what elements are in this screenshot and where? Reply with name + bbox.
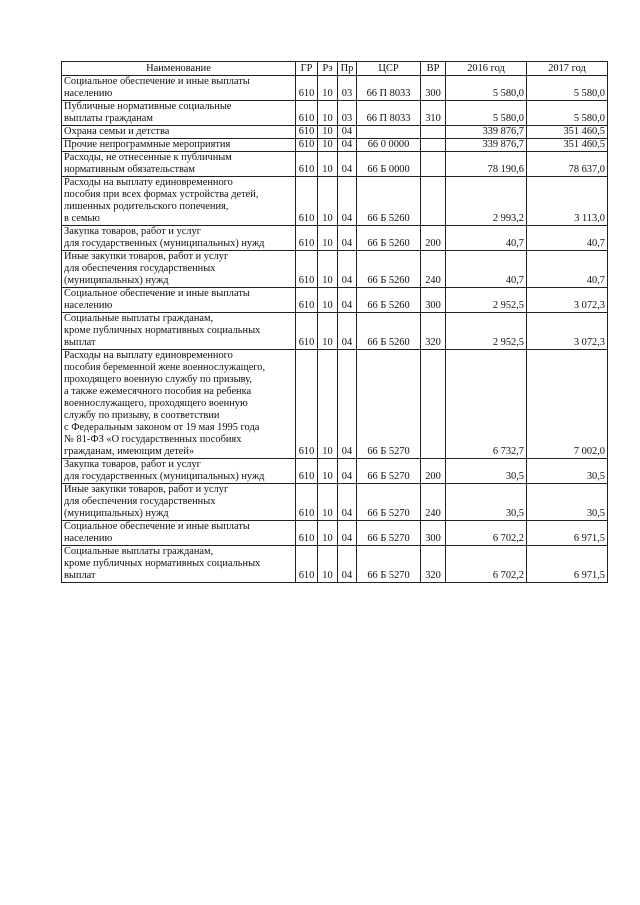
row-csr-cell: 66 Б 5260 [357,251,421,288]
row-name-cell: Прочие непрограммные мероприятия [62,139,296,152]
row-vr-cell: 240 [421,251,446,288]
table-row [62,101,608,126]
row-2017-cell: 3 113,0 [527,177,608,226]
row-vr-cell: 300 [421,76,446,101]
row-2016-cell: 6 732,7 [446,350,527,459]
row-vr-cell: 300 [421,521,446,546]
row-2017-cell: 3 072,3 [527,313,608,350]
row-2016-cell: 2 993,2 [446,177,527,226]
row-csr-cell: 66 П 8033 [357,76,421,101]
row-pr-cell: 04 [338,313,357,350]
row-2017-cell: 5 580,0 [527,101,608,126]
row-2016-cell: 2 952,5 [446,288,527,313]
row-vr-cell: 200 [421,226,446,251]
row-rz-cell: 10 [318,546,338,583]
row-csr-cell: 66 Б 5270 [357,350,421,459]
row-name-cell: Расходы на выплату единовременного пособия при всех формах устройства детей, лишенных родительского попечения, в семью [62,177,296,226]
row-name-cell: Социальные выплаты гражданам, кроме публичных нормативных социальных выплат [62,546,296,583]
row-rz-cell: 10 [318,459,338,484]
table-row [62,177,608,226]
table-body [62,76,608,583]
header-csr: ЦСР [357,62,421,76]
row-name-cell: Закупка товаров, работ и услуг для государственных (муниципальных) нужд [62,226,296,251]
row-2017-cell: 40,7 [527,251,608,288]
row-name-cell: Охрана семьи и детства [62,126,296,139]
row-2016-cell: 30,5 [446,459,527,484]
row-rz-cell: 10 [318,126,338,139]
row-name-cell: Социальное обеспечение и иные выплаты населению [62,521,296,546]
row-csr-cell: 66 Б 5270 [357,546,421,583]
row-rz-cell: 10 [318,288,338,313]
table-row [62,76,608,101]
row-vr-cell: 300 [421,288,446,313]
row-name-cell: Публичные нормативные социальные выплаты гражданам [62,101,296,126]
row-gr-cell: 610 [296,484,318,521]
row-gr-cell: 610 [296,288,318,313]
row-pr-cell: 04 [338,288,357,313]
header-2016: 2016 год [446,62,527,76]
row-csr-cell: 66 Б 5260 [357,177,421,226]
row-gr-cell: 610 [296,251,318,288]
row-pr-cell: 04 [338,459,357,484]
row-csr-cell: 66 Б 5260 [357,288,421,313]
row-csr-cell: 66 Б 5270 [357,521,421,546]
table-row [62,484,608,521]
row-2016-cell: 40,7 [446,251,527,288]
table-row [62,521,608,546]
row-gr-cell: 610 [296,152,318,177]
row-gr-cell: 610 [296,521,318,546]
row-gr-cell: 610 [296,226,318,251]
row-csr-cell: 66 П 8033 [357,101,421,126]
row-rz-cell: 10 [318,251,338,288]
row-gr-cell: 610 [296,101,318,126]
table-row [62,288,608,313]
header-rz: Рз [318,62,338,76]
row-pr-cell: 04 [338,139,357,152]
row-vr-cell: 200 [421,459,446,484]
header-pr: Пр [338,62,357,76]
row-2017-cell: 78 637,0 [527,152,608,177]
row-2016-cell: 339 876,7 [446,139,527,152]
table-row [62,126,608,139]
row-pr-cell: 04 [338,546,357,583]
row-name-cell: Иные закупки товаров, работ и услуг для обеспечения государственных (муниципальных) нужд [62,251,296,288]
row-pr-cell: 03 [338,76,357,101]
row-pr-cell: 04 [338,226,357,251]
row-pr-cell: 04 [338,521,357,546]
row-2017-cell: 351 460,5 [527,139,608,152]
row-vr-cell: 320 [421,313,446,350]
row-pr-cell: 04 [338,350,357,459]
row-gr-cell: 610 [296,126,318,139]
row-2016-cell: 339 876,7 [446,126,527,139]
row-vr-cell: 310 [421,101,446,126]
table-row [62,313,608,350]
row-name-cell: Социальное обеспечение и иные выплаты населению [62,76,296,101]
row-rz-cell: 10 [318,350,338,459]
row-2016-cell: 2 952,5 [446,313,527,350]
table-row [62,152,608,177]
row-name-cell: Социальное обеспечение и иные выплаты населению [62,288,296,313]
table-header-row [62,62,608,76]
table-row [62,546,608,583]
header-vr: ВР [421,62,446,76]
budget-table [61,61,608,583]
header-2017: 2017 год [527,62,608,76]
row-name-cell: Закупка товаров, работ и услуг для государственных (муниципальных) нужд [62,459,296,484]
row-csr-cell [357,126,421,139]
row-2016-cell: 5 580,0 [446,101,527,126]
row-2017-cell: 7 002,0 [527,350,608,459]
row-name-cell: Расходы, не отнесенные к публичным нормативным обязательствам [62,152,296,177]
row-rz-cell: 10 [318,521,338,546]
row-csr-cell: 66 Б 0000 [357,152,421,177]
row-gr-cell: 610 [296,177,318,226]
row-rz-cell: 10 [318,484,338,521]
table-row [62,226,608,251]
header-name: Наименование [62,62,296,76]
row-vr-cell [421,152,446,177]
row-2017-cell: 6 971,5 [527,546,608,583]
row-pr-cell: 04 [338,251,357,288]
table-row [62,459,608,484]
row-2016-cell: 6 702,2 [446,521,527,546]
row-name-cell: Социальные выплаты гражданам, кроме публичных нормативных социальных выплат [62,313,296,350]
header-gr: ГР [296,62,318,76]
row-rz-cell: 10 [318,226,338,251]
row-2016-cell: 78 190,6 [446,152,527,177]
table-row [62,350,608,459]
row-name-cell: Иные закупки товаров, работ и услуг для обеспечения государственных (муниципальных) нужд [62,484,296,521]
row-csr-cell: 66 Б 5270 [357,484,421,521]
row-name-cell: Расходы на выплату единовременного пособия беременной жене военнослужащего, проходящего военную службу по призыву, а также ежемесячного пособия на ребенка военнослужащего, проходящего военную службу по призыву, в соответствии с Федеральным законом от 19 мая 1995 года № 81-ФЗ «О государственных пособиях гражданам, имеющим детей» [62,350,296,459]
row-2016-cell: 40,7 [446,226,527,251]
row-pr-cell: 04 [338,484,357,521]
row-rz-cell: 10 [318,152,338,177]
row-gr-cell: 610 [296,546,318,583]
row-csr-cell: 66 0 0000 [357,139,421,152]
row-gr-cell: 610 [296,313,318,350]
row-gr-cell: 610 [296,350,318,459]
row-2016-cell: 30,5 [446,484,527,521]
row-2017-cell: 40,7 [527,226,608,251]
row-gr-cell: 610 [296,76,318,101]
row-vr-cell [421,350,446,459]
row-rz-cell: 10 [318,101,338,126]
row-csr-cell: 66 Б 5260 [357,313,421,350]
row-csr-cell: 66 Б 5270 [357,459,421,484]
row-gr-cell: 610 [296,459,318,484]
row-vr-cell [421,177,446,226]
row-rz-cell: 10 [318,177,338,226]
row-2017-cell: 3 072,3 [527,288,608,313]
row-2017-cell: 5 580,0 [527,76,608,101]
row-2016-cell: 6 702,2 [446,546,527,583]
row-pr-cell: 03 [338,101,357,126]
table-row [62,139,608,152]
row-pr-cell: 04 [338,177,357,226]
row-pr-cell: 04 [338,152,357,177]
row-vr-cell: 320 [421,546,446,583]
row-rz-cell: 10 [318,76,338,101]
row-pr-cell: 04 [338,126,357,139]
row-2017-cell: 30,5 [527,459,608,484]
row-2016-cell: 5 580,0 [446,76,527,101]
row-vr-cell [421,126,446,139]
row-vr-cell [421,139,446,152]
table-row [62,251,608,288]
row-csr-cell: 66 Б 5260 [357,226,421,251]
row-2017-cell: 351 460,5 [527,126,608,139]
row-2017-cell: 30,5 [527,484,608,521]
row-rz-cell: 10 [318,139,338,152]
row-vr-cell: 240 [421,484,446,521]
row-rz-cell: 10 [318,313,338,350]
row-2017-cell: 6 971,5 [527,521,608,546]
row-gr-cell: 610 [296,139,318,152]
